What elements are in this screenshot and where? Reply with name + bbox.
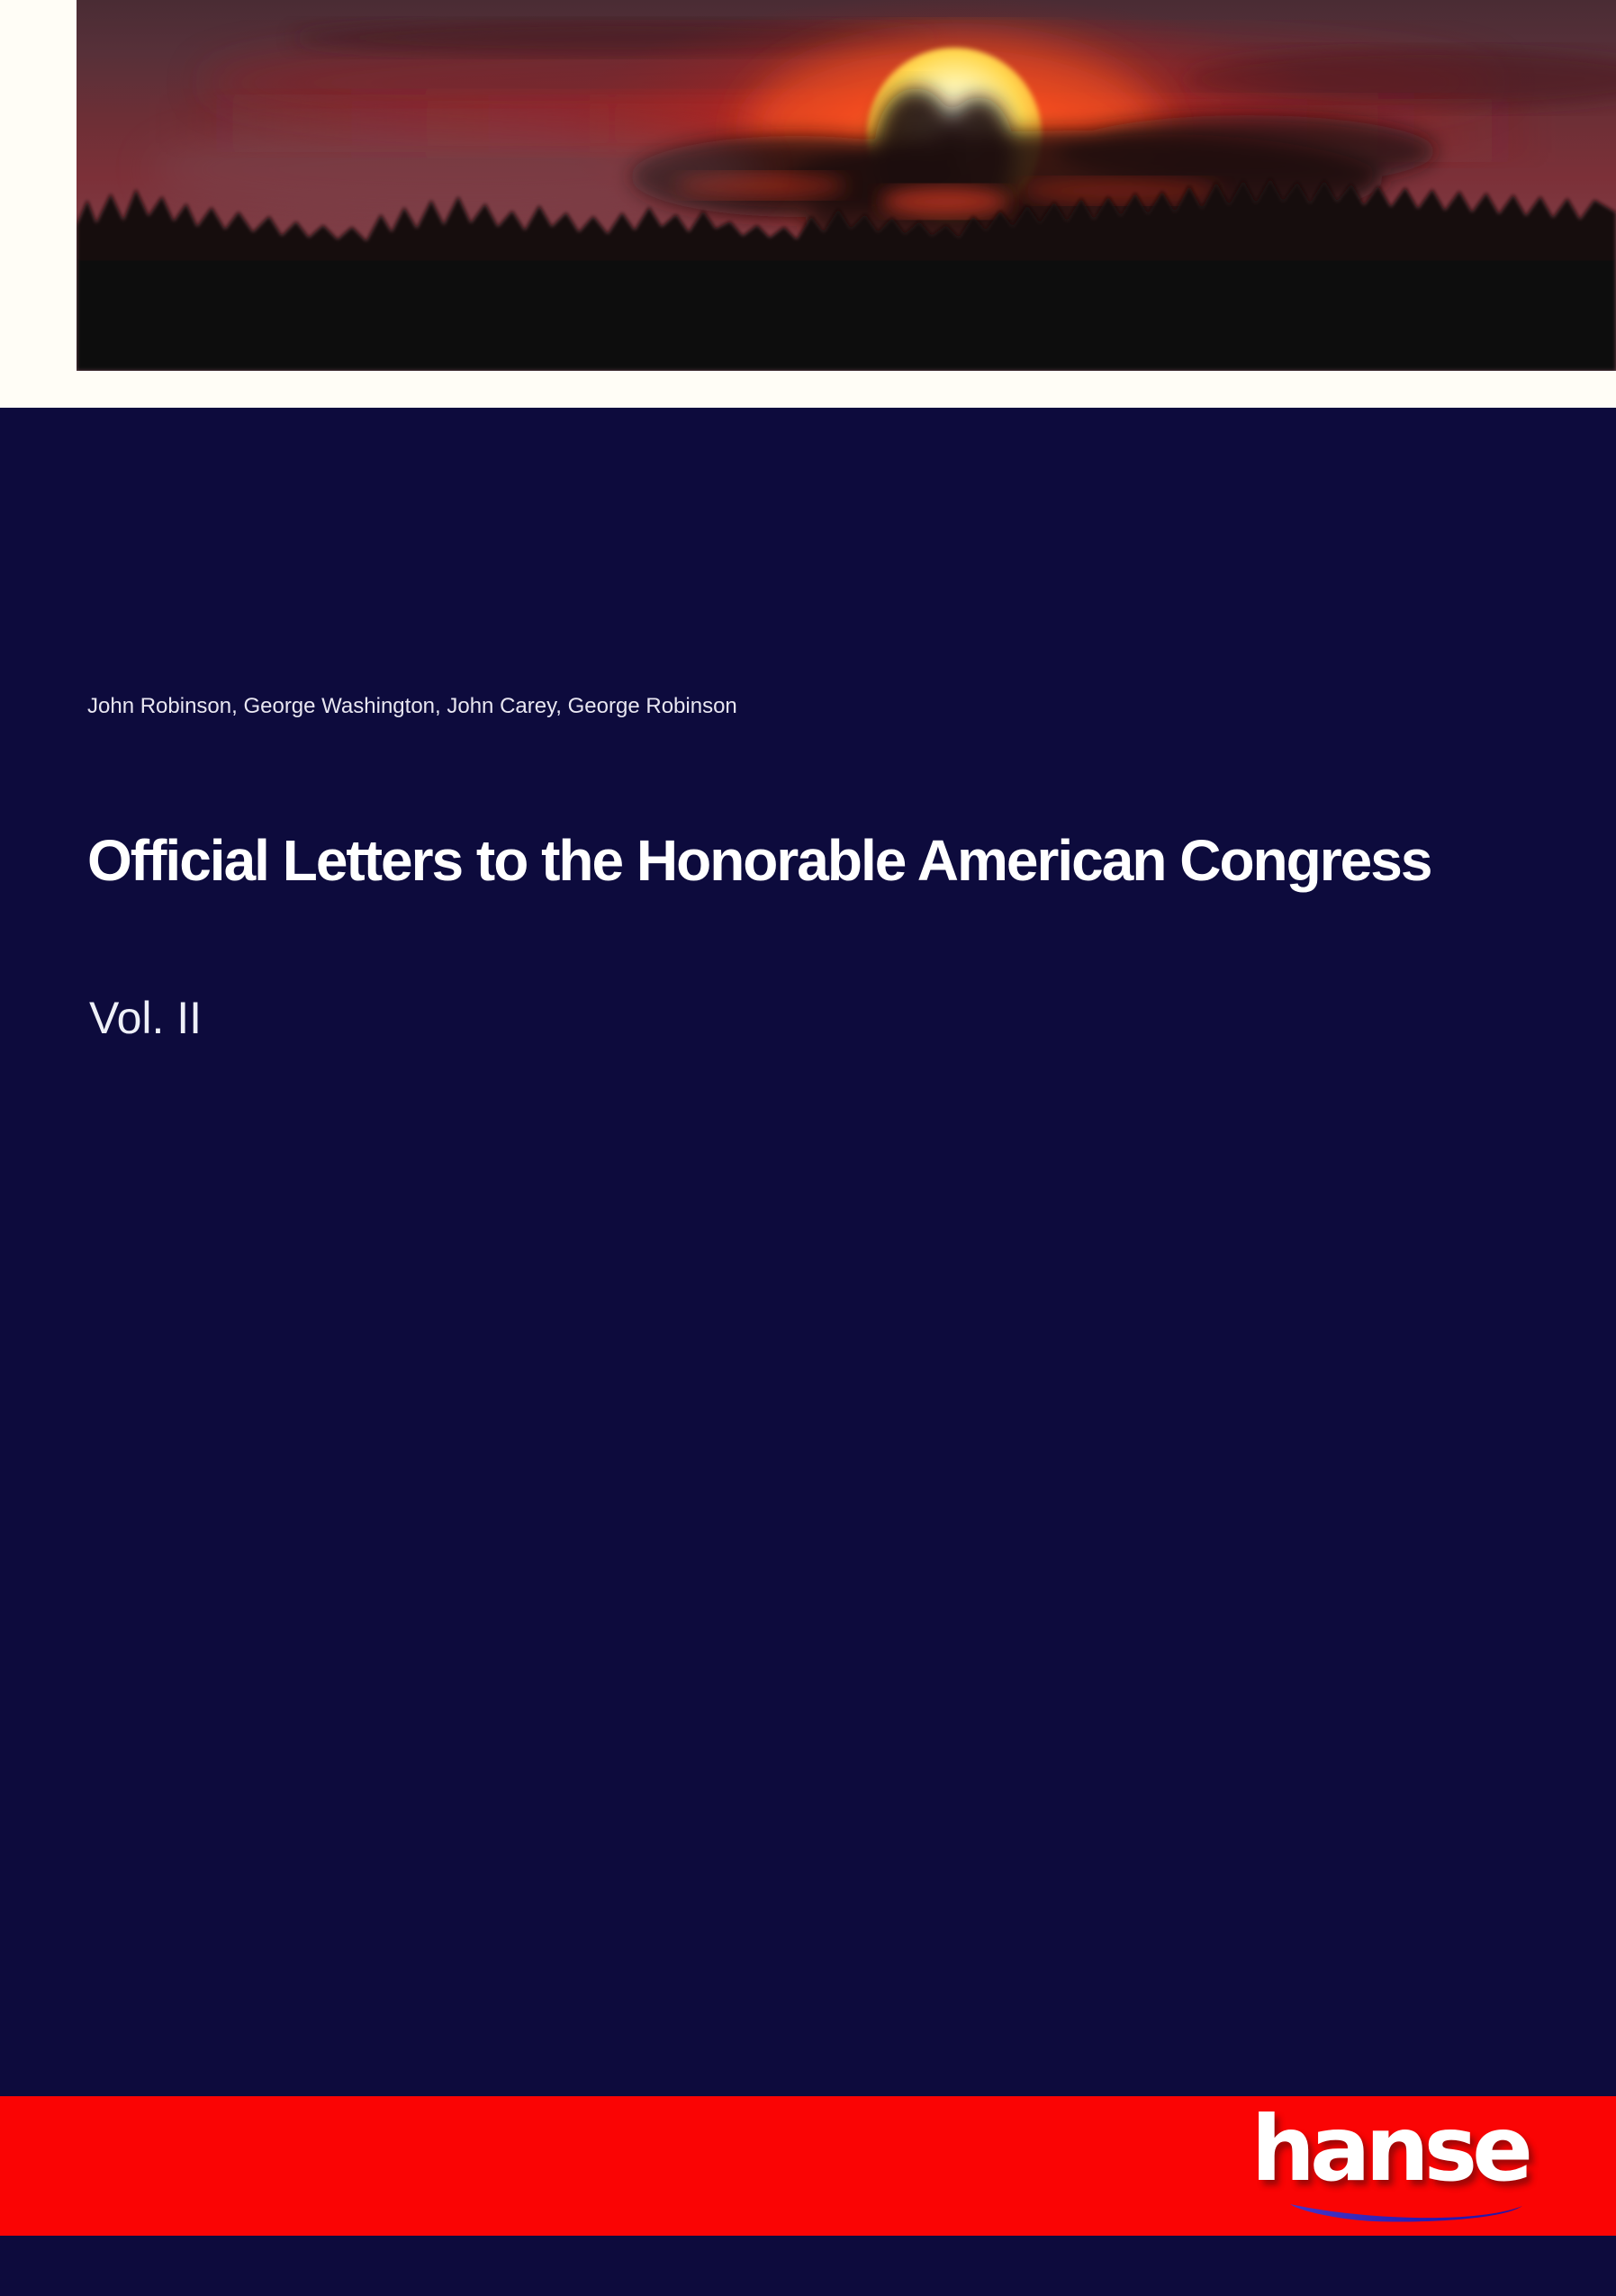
logo-underline-swoosh-icon bbox=[1288, 2199, 1524, 2222]
book-subtitle: Vol. II bbox=[89, 993, 203, 1043]
footer-strip bbox=[0, 2236, 1616, 2296]
cover-background bbox=[0, 408, 1616, 2096]
book-title: Official Letters to the Honorable American Congress bbox=[87, 828, 1431, 893]
authors-line: John Robinson, George Washington, John Carey, George Robinson bbox=[87, 694, 737, 718]
publisher-logo: hanse bbox=[1250, 2096, 1528, 2201]
sunset-over-forest-photo bbox=[77, 0, 1616, 371]
